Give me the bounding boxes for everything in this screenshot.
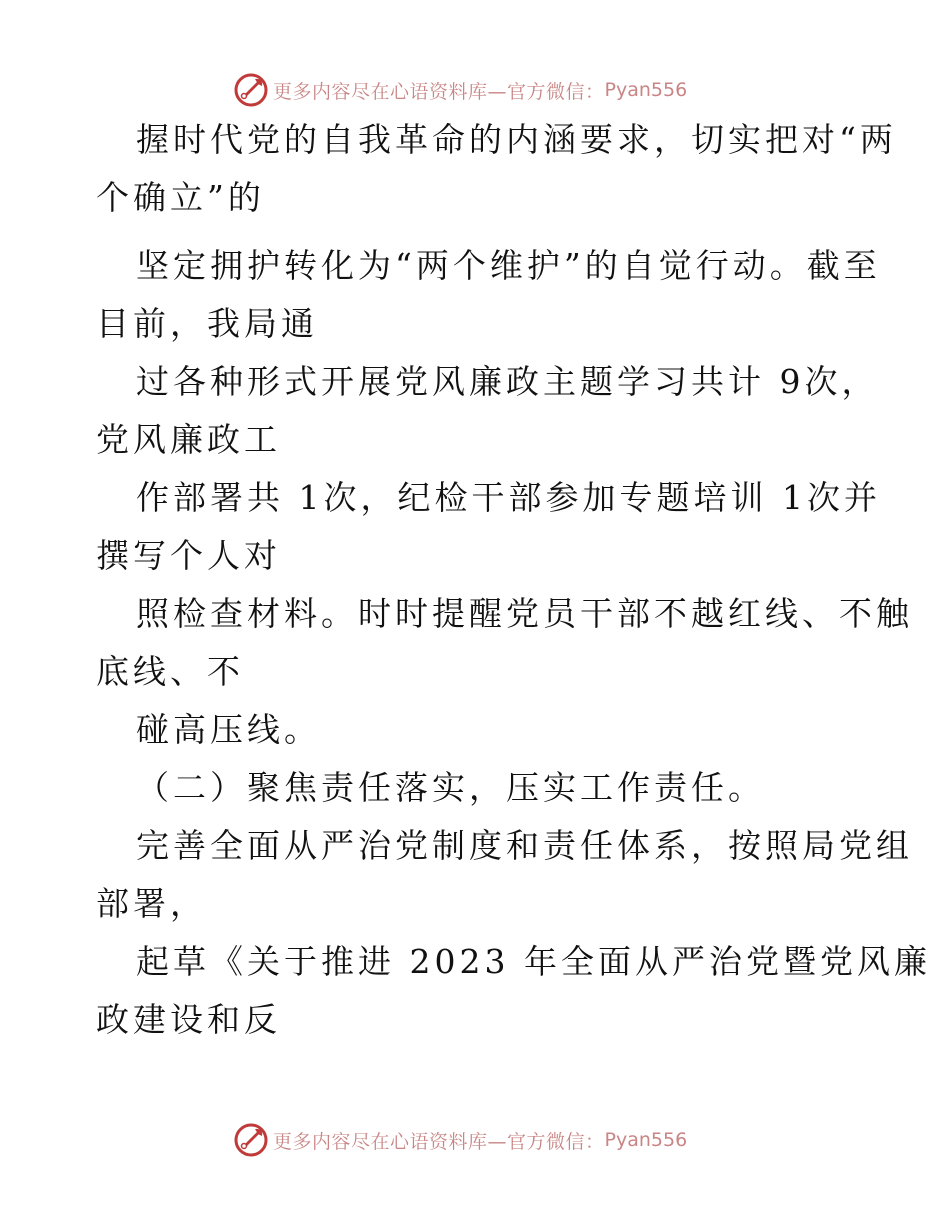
- text-line: 碰高压线。: [136, 710, 321, 749]
- text-line: 目前，我局通: [96, 304, 318, 343]
- text-line: 起草《关于推进 2023 年全面从严治党暨党风廉: [136, 942, 931, 981]
- watermark-wechat-id: Pyan556: [604, 79, 688, 101]
- text-line: 党风廉政工: [96, 420, 281, 459]
- watermark-text: 更多内容尽在心语资料库—官方微信：: [273, 1130, 605, 1153]
- text-line: 部署，: [96, 884, 207, 923]
- text-line: 过各种形式开展党风廉政主题学习共计 9次，: [136, 362, 879, 401]
- section-heading: （二）聚焦责任落实，压实工作责任。: [136, 768, 765, 807]
- quill-logo-icon: [233, 1122, 269, 1158]
- text-line: 完善全面从严治党制度和责任体系，按照局党组: [136, 826, 913, 865]
- text-line: 撰写个人对: [96, 536, 281, 575]
- quill-logo-icon: [233, 72, 269, 108]
- text-line: 握时代党的自我革命的内涵要求，切实把对“两: [136, 120, 897, 159]
- text-line: 照检查材料。时时提醒党员干部不越红线、不触: [136, 594, 913, 633]
- text-line: 底线、不: [96, 652, 244, 691]
- text-line: 政建设和反: [96, 1000, 281, 1039]
- watermark-text: 更多内容尽在心语资料库—官方微信：: [273, 80, 605, 103]
- text-line: 坚定拥护转化为“两个维护”的自觉行动。截至: [136, 246, 881, 285]
- text-line: 个确立”的: [96, 178, 265, 217]
- footer-watermark: [233, 1122, 687, 1158]
- text-line: 作部署共 1次，纪检干部参加专题培训 1次并: [136, 478, 881, 517]
- header-watermark: [233, 72, 687, 108]
- watermark-wechat-id: Pyan556: [604, 1129, 688, 1151]
